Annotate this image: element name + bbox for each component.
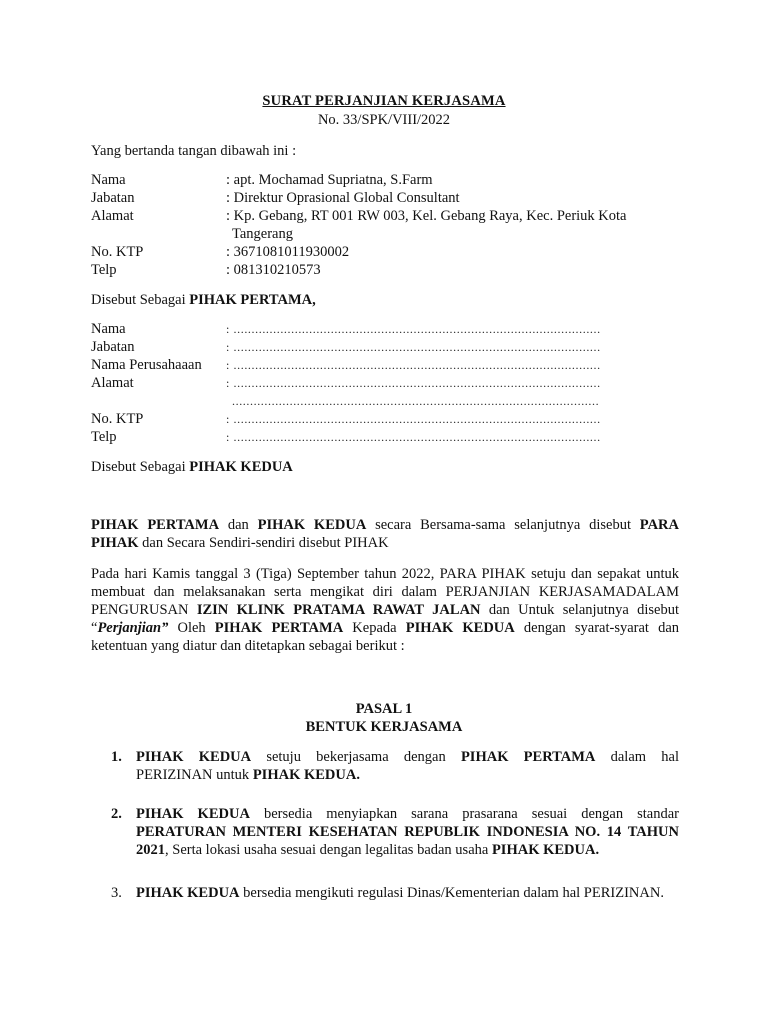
paragraph-line	[136, 884, 679, 902]
paragraph-line	[136, 841, 679, 859]
blank-line: : ......................................................................................................	[226, 412, 601, 426]
text-run: Kepada	[343, 620, 406, 636]
list-number: 2.	[111, 806, 122, 822]
designation-name: PIHAK PERTAMA,	[189, 292, 316, 308]
field-label: Nama	[91, 172, 126, 188]
text-run: bersedia menyiapkan sarana prasarana sesuai dengan standar	[249, 806, 679, 822]
paragraph-line: Pada hari Kamis tanggal 3 (Tiga) September tahun 2022, PARA PIHAK setuju dan sepakat untuk	[91, 566, 679, 582]
second-party-name-row	[91, 320, 681, 338]
text-run: dan Untuk selanjutnya disebut	[480, 602, 679, 618]
designation-prefix: Disebut Sebagai	[91, 292, 190, 308]
paragraph-line: membuat dan melaksanakan serta mengikat diri dalam PERJANJIAN KERJASAMADALAM	[91, 584, 679, 600]
field-label: Jabatan	[91, 339, 135, 355]
field-label: Alamat	[91, 375, 134, 391]
text-run: setuju bekerjasama dengan	[251, 749, 461, 765]
bold-term: PIHAK KEDUA.	[252, 767, 360, 783]
second-party-position-row	[91, 338, 681, 356]
field-label: Telp	[91, 429, 117, 445]
text-run: PENGURUSAN	[91, 602, 197, 618]
paragraph-line	[136, 805, 679, 823]
bold-term: PIHAK PERTAMA	[460, 749, 596, 765]
bold-term: PIHAK KEDUA	[405, 620, 515, 636]
text-run: bersedia mengikuti regulasi Dinas/Kementerian dalam hal PERIZINAN.	[239, 885, 664, 901]
paragraph-line	[136, 748, 679, 766]
first-party-position-row	[91, 189, 681, 207]
field-label: No. KTP	[91, 411, 144, 427]
bold-term: PIHAK	[91, 535, 139, 551]
article-heading	[0, 700, 768, 718]
blank-line: : ......................................................................................................	[226, 358, 601, 372]
field-value: : 081310210573	[226, 262, 321, 278]
blank-line-continuation: ......................................................................................................	[232, 394, 600, 408]
paragraph-line: ketentuan yang diatur dan ditetapkan sebagai berikut :	[91, 638, 405, 654]
field-label: Telp	[91, 262, 117, 278]
field-label: No. KTP	[91, 244, 144, 260]
text-run: PERIZINAN untuk	[136, 767, 253, 783]
first-party-address-continuation: Tangerang	[232, 226, 293, 242]
text-run: , Serta lokasi usaha sesuai dengan legalitas badan usaha	[165, 842, 492, 858]
bold-term: PERATURAN MENTERI KESEHATAN REPUBLIK INDONESIA NO. 14 TAHUN	[136, 824, 679, 840]
field-value: : 3671081011930002	[226, 244, 350, 260]
paragraph-line	[91, 516, 679, 534]
intro-text: Yang bertanda tangan dibawah ini :	[91, 143, 297, 159]
first-party-phone-row	[91, 261, 681, 279]
paragraph-line	[136, 823, 679, 841]
list-item-body	[136, 805, 679, 859]
text-run: secara Bersama-sama selanjutnya disebut	[366, 517, 640, 533]
first-party-address-row	[91, 207, 681, 225]
blank-line: : ......................................................................................................	[226, 340, 601, 354]
second-party-company-row	[91, 356, 681, 374]
designation-name: PIHAK KEDUA	[189, 459, 293, 475]
bold-term: PIHAK PERTAMA	[91, 517, 220, 533]
bold-term: PIHAK KEDUA	[136, 806, 250, 822]
field-label: Alamat	[91, 208, 134, 224]
field-value: : Kp. Gebang, RT 001 RW 003, Kel. Gebang Raya, Kec. Periuk Kota	[226, 208, 627, 224]
field-value: : apt. Mochamad Supriatna, S.Farm	[226, 172, 433, 188]
list-number: 1.	[111, 749, 122, 765]
document-title: SURAT PERJANJIAN KERJASAMA	[262, 93, 506, 109]
article-title: BENTUK KERJASAMA	[305, 719, 463, 735]
field-label: Nama	[91, 321, 126, 337]
text-run: dengan syarat-syarat dan	[514, 620, 680, 636]
bold-term: PIHAK PERTAMA	[214, 620, 344, 636]
second-party-address-row	[91, 374, 681, 392]
para-pihak-paragraph	[91, 516, 679, 552]
paragraph-line	[91, 619, 679, 637]
bold-term: PIHAK KEDUA	[136, 885, 240, 901]
field-value: : Direktur Oprasional Global Consultant	[226, 190, 460, 206]
article-number: PASAL 1	[355, 701, 413, 717]
field-label: Nama Perusahaaan	[91, 357, 202, 373]
bold-term: PARA	[639, 517, 679, 533]
second-party-ktp-row	[91, 410, 681, 428]
designation-prefix: Disebut Sebagai	[91, 459, 190, 475]
list-item-body	[136, 884, 679, 902]
blank-line: : ......................................................................................................	[226, 430, 601, 444]
bold-term: PIHAK KEDUA	[257, 517, 367, 533]
text-run: Oleh	[168, 620, 215, 636]
paragraph-line	[136, 766, 679, 784]
first-party-ktp-row	[91, 243, 681, 261]
text-run: dalam hal	[595, 749, 679, 765]
first-party-designation	[91, 291, 316, 309]
text-run: dan Secara Sendiri-sendiri disebut PIHAK	[138, 535, 389, 551]
list-number: 3.	[111, 885, 122, 901]
field-label: Jabatan	[91, 190, 135, 206]
second-party-phone-row	[91, 428, 681, 446]
blank-line: : ......................................................................................................	[226, 376, 601, 390]
text-run: “	[91, 620, 98, 636]
bold-term: PIHAK KEDUA	[136, 749, 252, 765]
article-subheading	[0, 718, 768, 736]
agreement-paragraph	[91, 565, 679, 655]
bold-term: 2021	[136, 842, 165, 858]
text-run: dan	[219, 517, 258, 533]
document-number: No. 33/SPK/VIII/2022	[317, 112, 451, 128]
first-party-name-row	[91, 171, 681, 189]
bold-term: IZIN KLINK PRATAMA RAWAT JALAN	[196, 602, 481, 618]
second-party-designation	[91, 458, 293, 476]
list-item-body	[136, 748, 679, 784]
paragraph-line	[91, 601, 679, 619]
bold-italic-term: Perjanjian”	[97, 620, 169, 636]
paragraph-line	[91, 534, 679, 552]
blank-line: : ......................................................................................................	[226, 322, 601, 336]
bold-term: PIHAK KEDUA.	[491, 842, 600, 858]
